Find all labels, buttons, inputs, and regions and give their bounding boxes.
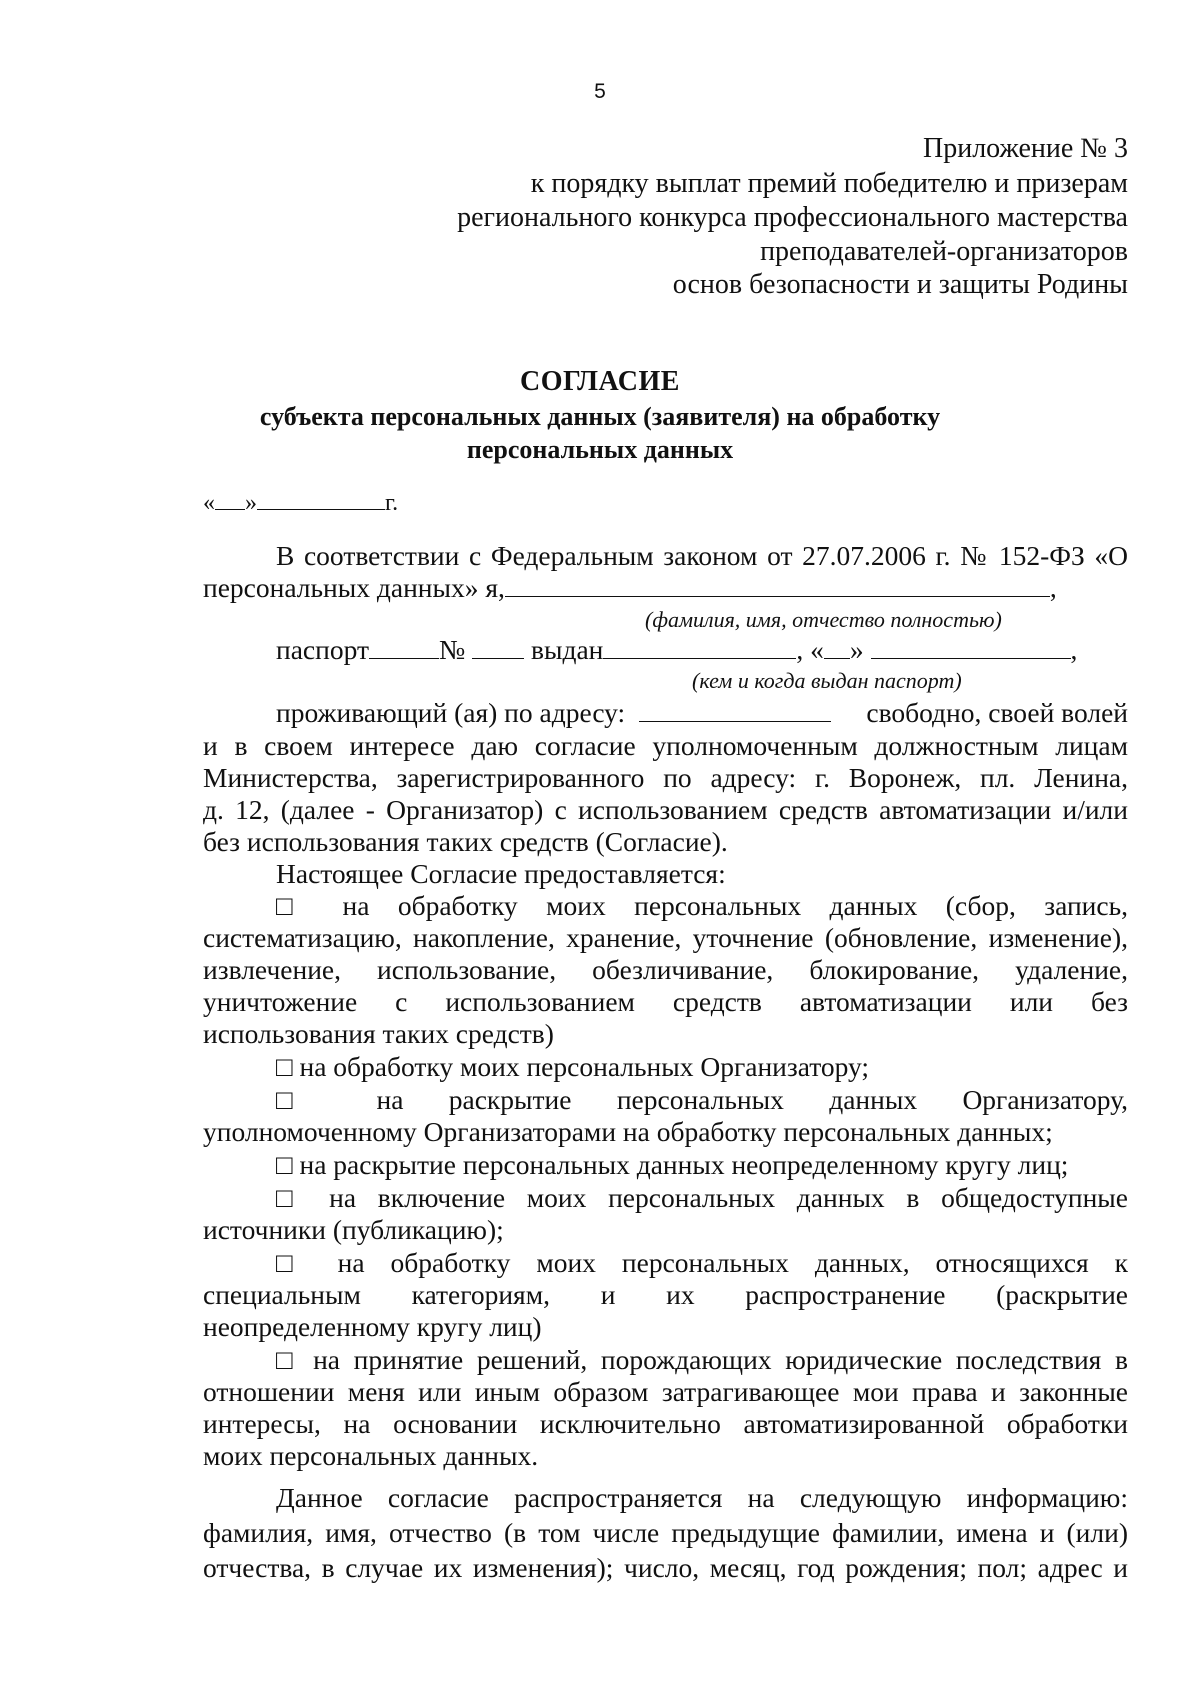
date-line bbox=[203, 487, 398, 517]
consent-item-3-line-2: уполномоченному Организаторами на обработку персональных данных; bbox=[203, 1116, 1053, 1147]
full-name-field[interactable] bbox=[505, 574, 1050, 597]
intro-line-2-text: персональных данных» я, bbox=[203, 572, 505, 603]
passport-number-label: № bbox=[439, 634, 466, 665]
consent-item-6-line-3: неопределенному кругу лиц) bbox=[203, 1311, 542, 1342]
consent-item-2-line-1: □ на обработку моих персональных Организатору; bbox=[276, 1051, 870, 1082]
consent-item-6-line-1: □ на обработку моих персональных данных, относящихся к bbox=[276, 1247, 1128, 1278]
consent-item-7-line-2: отношении меня или иным образом затрагивающее мои права и законные bbox=[203, 1376, 1128, 1407]
page-number: 5 bbox=[594, 80, 606, 103]
paragraph-line-1: и в своем интересе даю согласие уполномоченным должностным лицам bbox=[203, 730, 1128, 761]
consent-item-1-line-3: извлечение, использование, обезличивание, блокирование, удаление, bbox=[203, 954, 1128, 985]
passport-label: паспорт bbox=[276, 634, 370, 665]
passport-date-field[interactable] bbox=[871, 636, 1071, 659]
info-line-2: фамилия, имя, отчество (в том числе предыдущие фамилии, имена и (или) bbox=[203, 1517, 1128, 1548]
full-name-caption: (фамилия, имя, отчество полностью) bbox=[645, 607, 1002, 632]
date-quote-open: « bbox=[203, 490, 215, 516]
provided-heading: Настоящее Согласие предоставляется: bbox=[276, 858, 726, 889]
appendix-line-2: к порядку выплат премий победителю и призерам bbox=[530, 168, 1128, 199]
address-line bbox=[276, 697, 1128, 729]
document-subtitle-line-2: персональных данных bbox=[466, 435, 734, 464]
consent-item-5-line-2: источники (публикацию); bbox=[203, 1214, 504, 1245]
address-field[interactable] bbox=[639, 699, 831, 722]
info-line-3: отчества, в случае их изменения); число, месяц, год рождения; пол; адрес и bbox=[203, 1552, 1128, 1583]
appendix-line-5: основ безопасности и защиты Родины bbox=[672, 269, 1128, 300]
consent-item-1-line-2: систематизацию, накопление, хранение, уточнение (обновление, изменение), bbox=[203, 922, 1128, 953]
intro-line-2-comma: , bbox=[1049, 572, 1057, 603]
intro-line-2 bbox=[203, 572, 1057, 604]
appendix-line-4: преподавателей-организаторов bbox=[760, 236, 1128, 267]
consent-item-1-line-5: использования таких средств) bbox=[203, 1018, 554, 1049]
date-suffix: г. bbox=[385, 490, 399, 516]
consent-item-7-line-1: □ на принятие решений, порождающих юридические последствия в bbox=[276, 1344, 1128, 1375]
date-quote-close: » bbox=[245, 490, 257, 516]
appendix-line-3: регионального конкурса профессионального мастерства bbox=[457, 202, 1128, 233]
document-subtitle-line-1: субъекта персональных данных (заявителя) на обработку bbox=[259, 402, 941, 431]
consent-item-3-line-1: □ на раскрытие персональных данных Организатору, bbox=[276, 1084, 1128, 1115]
consent-item-1-line-4: уничтожение с использованием средств автоматизации или без bbox=[203, 986, 1128, 1017]
passport-quote-close: » bbox=[849, 634, 864, 665]
passport-day-field[interactable] bbox=[824, 636, 850, 659]
passport-number-field[interactable] bbox=[472, 636, 524, 659]
consent-item-7-line-4: моих персональных данных. bbox=[203, 1440, 539, 1471]
document-title: СОГЛАСИЕ bbox=[520, 366, 680, 397]
passport-issued-label: выдан bbox=[531, 634, 604, 665]
consent-item-6-line-2: специальным категориям, и их распространение (раскрытие bbox=[203, 1279, 1128, 1310]
date-day-field[interactable] bbox=[215, 487, 245, 510]
paragraph-line-3: д. 12, (далее - Организатор) с использованием средств автоматизации и/или bbox=[203, 794, 1128, 825]
passport-series-field[interactable] bbox=[369, 636, 439, 659]
passport-comma: , bbox=[796, 634, 804, 665]
intro-line-1: В соответствии с Федеральным законом от 27.07.2006 г. № 152-ФЗ «О bbox=[276, 540, 1128, 571]
consent-item-7-line-3: интересы, на основании исключительно автоматизированной обработки bbox=[203, 1408, 1128, 1439]
passport-issued-by-field[interactable] bbox=[603, 636, 796, 659]
consent-item-4-line-1: □ на раскрытие персональных данных неопределенному кругу лиц; bbox=[276, 1149, 1069, 1180]
address-prefix: проживающий (ая) по адресу: bbox=[276, 697, 626, 728]
passport-caption: (кем и когда выдан паспорт) bbox=[692, 668, 962, 693]
passport-end-comma: , bbox=[1070, 634, 1078, 665]
paragraph-line-2: Министерства, зарегистрированного по адресу: г. Воронеж, пл. Ленина, bbox=[203, 762, 1128, 793]
passport-line bbox=[276, 634, 1077, 666]
passport-quote-open: « bbox=[810, 634, 824, 665]
consent-item-1-line-1: □ на обработку моих персональных данных (сбор, запись, bbox=[276, 890, 1128, 921]
consent-item-5-line-1: □ на включение моих персональных данных в общедоступные bbox=[276, 1182, 1128, 1213]
info-line-1: Данное согласие распространяется на следующую информацию: bbox=[276, 1482, 1128, 1513]
address-suffix: свободно, своей волей bbox=[866, 697, 1128, 728]
paragraph-line-4: без использования таких средств (Согласие). bbox=[203, 826, 728, 857]
date-month-year-field[interactable] bbox=[257, 487, 385, 510]
appendix-line-1: Приложение № 3 bbox=[923, 133, 1128, 164]
